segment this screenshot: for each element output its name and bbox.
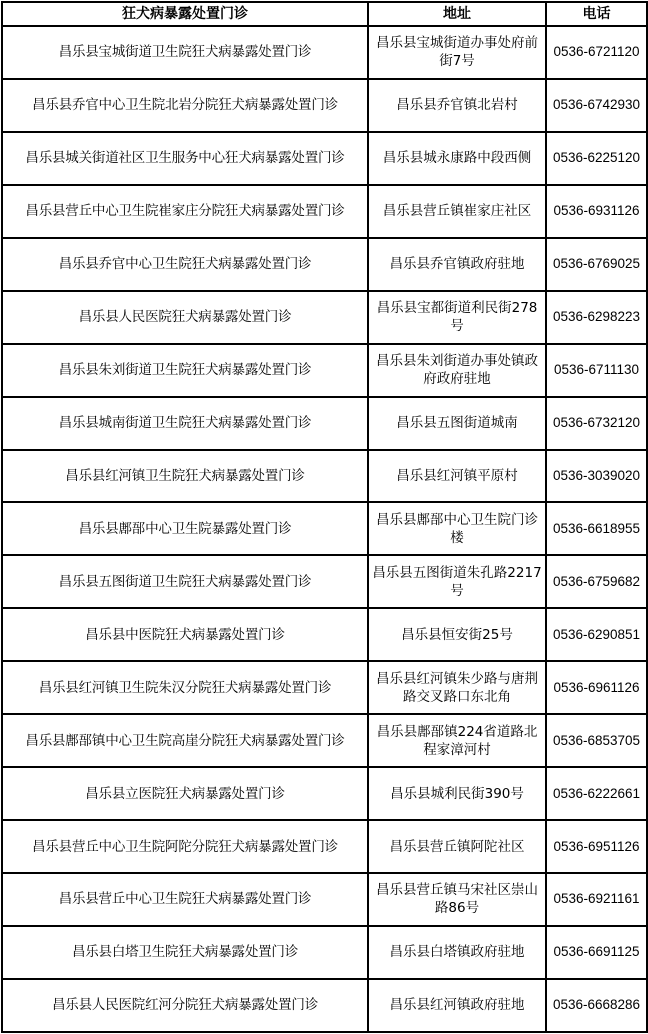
table-row — [2, 26, 647, 79]
table-row — [2, 397, 647, 450]
address-cell: 昌乐县宝城街道办事处府前街7号 — [368, 26, 546, 79]
clinic-name-cell: 昌乐县营丘中心卫生院狂犬病暴露处置门诊 — [2, 873, 368, 926]
table-row — [2, 291, 647, 344]
phone-cell: 0536-6931126 — [546, 185, 647, 238]
clinic-name-cell: 昌乐县立医院狂犬病暴露处置门诊 — [2, 767, 368, 820]
clinic-name-cell: 昌乐县城关街道社区卫生服务中心狂犬病暴露处置门诊 — [2, 132, 368, 185]
clinic-name-cell: 昌乐县红河镇卫生院朱汉分院狂犬病暴露处置门诊 — [2, 661, 368, 714]
phone-cell: 0536-6759682 — [546, 555, 647, 608]
clinic-name-cell: 昌乐县鄌郚中心卫生院暴露处置门诊 — [2, 502, 368, 555]
address-cell: 昌乐县朱刘街道办事处镇政府政府驻地 — [368, 344, 546, 397]
address-cell: 昌乐县五图街道朱孔路2217号 — [368, 555, 546, 608]
address-cell: 昌乐县城利民街390号 — [368, 767, 546, 820]
phone-cell: 0536-6225120 — [546, 132, 647, 185]
clinic-name-cell: 昌乐县朱刘街道卫生院狂犬病暴露处置门诊 — [2, 344, 368, 397]
table-row — [2, 502, 647, 555]
clinic-name-cell: 昌乐县营丘中心卫生院阿陀分院狂犬病暴露处置门诊 — [2, 820, 368, 873]
clinic-name-cell: 昌乐县红河镇卫生院狂犬病暴露处置门诊 — [2, 450, 368, 503]
phone-cell: 0536-6618955 — [546, 502, 647, 555]
table-row — [2, 873, 647, 926]
clinic-name-cell: 昌乐县营丘中心卫生院崔家庄分院狂犬病暴露处置门诊 — [2, 185, 368, 238]
phone-cell: 0536-6961126 — [546, 661, 647, 714]
clinic-name-cell: 昌乐县人民医院狂犬病暴露处置门诊 — [2, 291, 368, 344]
table-row — [2, 820, 647, 873]
table-row — [2, 238, 647, 291]
table-row — [2, 608, 647, 661]
table-row — [2, 926, 647, 979]
clinic-name-cell: 昌乐县鄌郚镇中心卫生院高崖分院狂犬病暴露处置门诊 — [2, 714, 368, 767]
phone-cell: 0536-6721120 — [546, 26, 647, 79]
address-cell: 昌乐县鄌郚中心卫生院门诊楼 — [368, 502, 546, 555]
address-cell: 昌乐县营丘镇阿陀社区 — [368, 820, 546, 873]
table-row — [2, 450, 647, 503]
phone-cell: 0536-6921161 — [546, 873, 647, 926]
clinic-name-cell: 昌乐县五图街道卫生院狂犬病暴露处置门诊 — [2, 555, 368, 608]
header-phone: 电话 — [546, 2, 647, 26]
address-cell: 昌乐县城永康路中段西侧 — [368, 132, 546, 185]
clinic-name-cell: 昌乐县中医院狂犬病暴露处置门诊 — [2, 608, 368, 661]
phone-cell: 0536-6691125 — [546, 926, 647, 979]
table-row — [2, 344, 647, 397]
clinic-name-cell: 昌乐县乔官中心卫生院北岩分院狂犬病暴露处置门诊 — [2, 79, 368, 132]
address-cell: 昌乐县红河镇平原村 — [368, 450, 546, 503]
table-row — [2, 979, 647, 1032]
phone-cell: 0536-3039020 — [546, 450, 647, 503]
address-cell: 昌乐县红河镇政府驻地 — [368, 979, 546, 1032]
address-cell: 昌乐县营丘镇崔家庄社区 — [368, 185, 546, 238]
phone-cell: 0536-6853705 — [546, 714, 647, 767]
address-cell: 昌乐县恒安街25号 — [368, 608, 546, 661]
phone-cell: 0536-6951126 — [546, 820, 647, 873]
phone-cell: 0536-6222661 — [546, 767, 647, 820]
header-clinic: 狂犬病暴露处置门诊 — [2, 2, 368, 26]
address-cell: 昌乐县乔官镇政府驻地 — [368, 238, 546, 291]
table-row — [2, 661, 647, 714]
clinic-name-cell: 昌乐县白塔卫生院狂犬病暴露处置门诊 — [2, 926, 368, 979]
phone-cell: 0536-6732120 — [546, 397, 647, 450]
phone-cell: 0536-6290851 — [546, 608, 647, 661]
address-cell: 昌乐县宝都街道利民街278号 — [368, 291, 546, 344]
table-row — [2, 132, 647, 185]
address-cell: 昌乐县乔官镇北岩村 — [368, 79, 546, 132]
clinic-name-cell: 昌乐县城南街道卫生院狂犬病暴露处置门诊 — [2, 397, 368, 450]
phone-cell: 0536-6711130 — [546, 344, 647, 397]
phone-cell: 0536-6769025 — [546, 238, 647, 291]
address-cell: 昌乐县营丘镇马宋社区崇山路86号 — [368, 873, 546, 926]
clinic-name-cell: 昌乐县宝城街道卫生院狂犬病暴露处置门诊 — [2, 26, 368, 79]
phone-cell: 0536-6742930 — [546, 79, 647, 132]
table-row — [2, 79, 647, 132]
clinic-name-cell: 昌乐县乔官中心卫生院狂犬病暴露处置门诊 — [2, 238, 368, 291]
table-row — [2, 555, 647, 608]
header-address: 地址 — [368, 2, 546, 26]
clinic-table — [1, 1, 648, 1033]
table-row — [2, 714, 647, 767]
table-header-row — [2, 2, 647, 26]
address-cell: 昌乐县五图街道城南 — [368, 397, 546, 450]
phone-cell: 0536-6298223 — [546, 291, 647, 344]
clinic-name-cell: 昌乐县人民医院红河分院狂犬病暴露处置门诊 — [2, 979, 368, 1032]
table-row — [2, 767, 647, 820]
address-cell: 昌乐县白塔镇政府驻地 — [368, 926, 546, 979]
address-cell: 昌乐县红河镇朱少路与唐荆路交叉路口东北角 — [368, 661, 546, 714]
table-body — [2, 26, 647, 1032]
address-cell: 昌乐县鄌郚镇224省道路北程家漳河村 — [368, 714, 546, 767]
table-row — [2, 185, 647, 238]
phone-cell: 0536-6668286 — [546, 979, 647, 1032]
